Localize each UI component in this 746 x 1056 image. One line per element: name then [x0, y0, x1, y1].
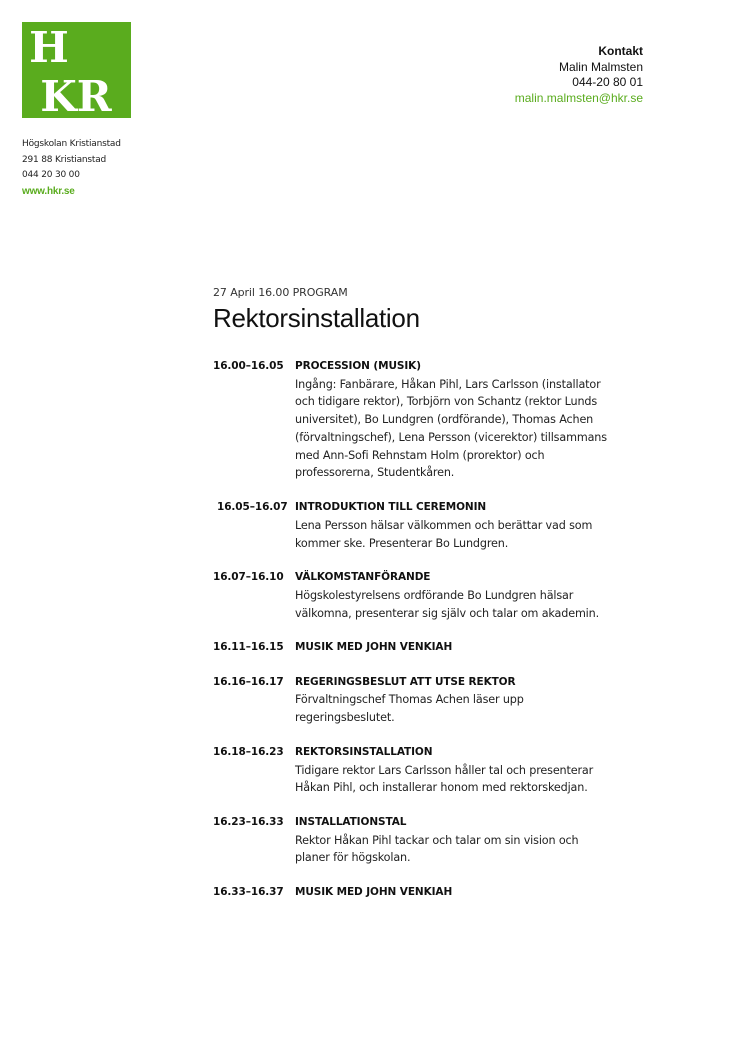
program-time: 16.11–16.15 [213, 641, 284, 654]
program-content [295, 639, 653, 657]
address-block [22, 137, 121, 199]
program-description [295, 587, 653, 623]
address-line-phone: 044 20 30 00 [22, 170, 80, 180]
program-description [295, 762, 653, 798]
program-content [295, 569, 653, 622]
program-description-line: universitet), Bo Lundgren (ordförande), Thomas Achen [295, 413, 594, 427]
program-time: 16.16–16.17 [213, 675, 284, 688]
program-content [295, 499, 653, 552]
contact-phone: 044-20 80 01 [572, 75, 643, 89]
program-heading: PROCESSION (MUSIK) [295, 360, 421, 372]
logo-letters-top: H [29, 23, 69, 72]
program-description-line: (förvaltningschef), Lena Persson (vicerektor) tillsammans [295, 430, 607, 444]
program-content [295, 358, 653, 482]
program-heading: MUSIK MED JOHN VENKIAH [295, 886, 453, 899]
program-description-line: kommer ske. Presenterar Bo Lundgren. [295, 536, 509, 550]
program-heading: MUSIK MED JOHN VENKIAH [295, 641, 453, 654]
contact-email-link[interactable]: malin.malmsten@hkr.se [514, 90, 643, 105]
address-line-institution: Högskolan Kristianstad [22, 139, 121, 149]
program-item [213, 639, 653, 657]
program-heading: INTRODUKTION TILL CEREMONIN [295, 501, 487, 514]
program-time: 16.33–16.37 [213, 886, 284, 899]
program-description-line: professorerna, Studentkåren. [295, 466, 455, 480]
program-time: 16.23–16.33 [213, 816, 284, 829]
program-description-line: och tidigare rektor), Torbjörn von Schantz (rektor Lunds [295, 395, 598, 409]
program-item [213, 884, 653, 902]
program-time: 16.00–16.05 [213, 360, 284, 372]
page-title: Rektorsinstallation [213, 303, 420, 333]
program-heading: REGERINGSBESLUT ATT UTSE REKTOR [295, 675, 516, 688]
program-content [295, 674, 653, 727]
program-description-line: planer för högskolan. [295, 851, 411, 865]
hkr-logo-mark [22, 22, 131, 118]
program-content [295, 744, 653, 797]
program-item [213, 499, 653, 552]
program-description-line: Rektor Håkan Pihl tackar och talar om sin vision och [295, 833, 579, 847]
program-description [295, 517, 653, 553]
program-time: 16.18–16.23 [213, 746, 284, 759]
program-heading: REKTORSINSTALLATION [295, 746, 433, 759]
program-description [295, 376, 653, 483]
program-description-line: regeringsbeslutet. [295, 711, 395, 725]
program-heading: INSTALLATIONSTAL [295, 816, 407, 829]
program-description-line: Tidigare rektor Lars Carlsson håller tal och presenterar [295, 763, 594, 777]
program-description-line: Förvaltningschef Thomas Achen läser upp [295, 693, 524, 707]
logo-letters-bottom: KR [40, 72, 112, 118]
program-time: 16.05–16.07 [217, 501, 288, 514]
program-item [213, 569, 653, 622]
contact-block [515, 44, 643, 106]
program-description [295, 832, 653, 868]
program-content [295, 814, 653, 867]
event-kicker: 27 April 16.00 PROGRAM [213, 286, 348, 299]
program-description-line: Håkan Pihl, och installerar honom med rektorskedjan. [295, 781, 588, 795]
program-item [213, 358, 653, 482]
program-content [295, 884, 653, 902]
program-description-line: Högskolestyrelsens ordförande Bo Lundgren hälsar [295, 588, 574, 602]
contact-name: Malin Malmsten [558, 59, 643, 74]
program-description-line: Ingång: Fanbärare, Håkan Pihl, Lars Carlsson (installator [295, 377, 601, 391]
program-item [213, 744, 653, 797]
program-item [213, 674, 653, 727]
program-item [213, 814, 653, 867]
program-heading: VÄLKOMSTANFÖRANDE [295, 571, 431, 584]
program-list [213, 358, 653, 919]
program-description-line: med Ann-Sofi Rehnstam Holm (prorektor) och [295, 448, 545, 462]
website-link[interactable]: www.hkr.se [22, 185, 75, 197]
address-line-postal: 291 88 Kristianstad [22, 154, 107, 165]
contact-heading: Kontakt [598, 44, 643, 58]
hkr-logo [22, 22, 131, 118]
program-description-line: välkomna, presenterar sig själv och talar om akademin. [295, 606, 599, 620]
program-time: 16.07–16.10 [213, 571, 284, 584]
program-description-line: Lena Persson hälsar välkommen och berättar vad som [295, 518, 593, 532]
program-description [295, 691, 653, 727]
